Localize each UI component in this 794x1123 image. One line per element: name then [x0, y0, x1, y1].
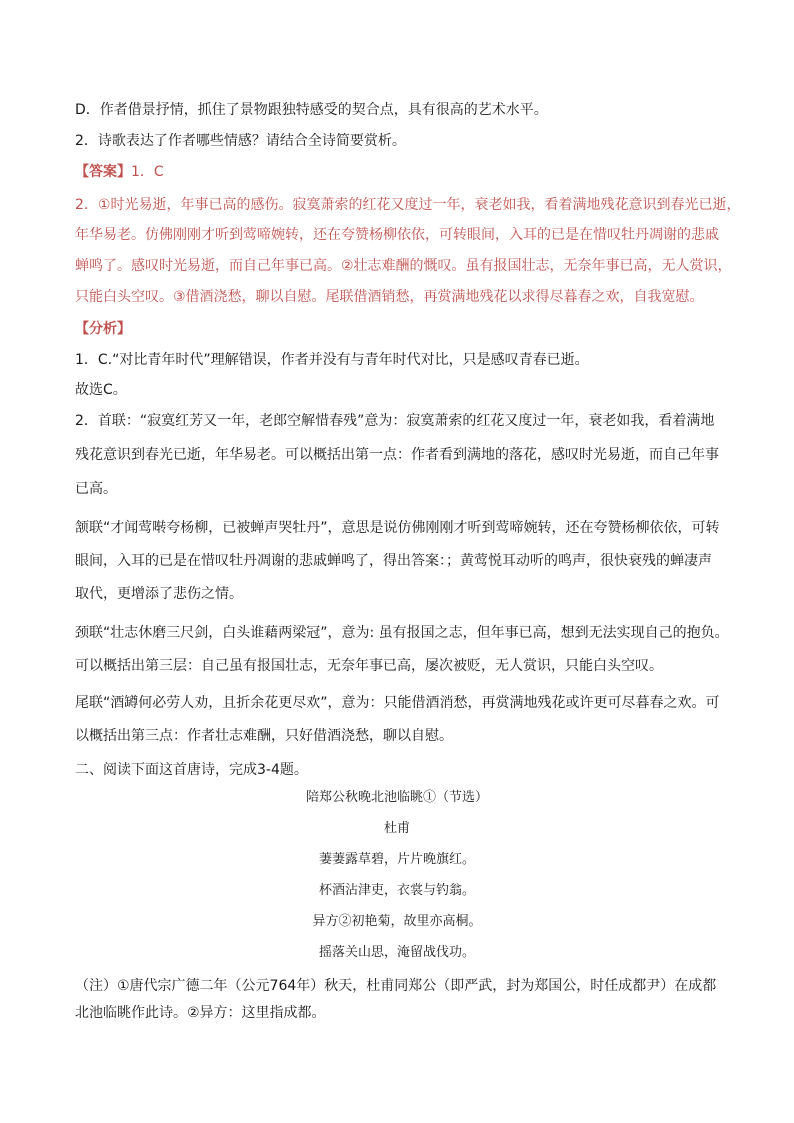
poem-title: 陪郑公秋晚北池临眺①（节选）	[305, 790, 488, 805]
weilian-line-1: 尾联“酒罇何必劳人劝，且折余花更尽欢”，意为：只能借酒消愁，再赏满地残花或许更可尽暮春之欢。可	[75, 695, 720, 711]
analysis-2-line-1: 2．首联：“寂寞红芳又一年，老郎空解惜春残”意为：寂寞萧索的红花又度过一年，衰老如我，看着满地	[75, 413, 715, 429]
jinglian-line-1: 颈联“壮志休磨三尺剑，白头谁藉两梁冠”，意为: 虽有报国之志，但年事已高，想到无法实现自己的抱负。	[75, 625, 729, 641]
note-line-1: （注）①唐代宗广德二年（公元764年）秋天，杜甫同郑公（即严武，封为郑国公，时任成都尹）在成都	[75, 978, 717, 994]
hanlian-line-3: 取代，更增添了悲伤之情。	[75, 586, 243, 602]
poem-line: 萋萋露草碧，片片晚旗红。	[318, 852, 475, 867]
answer-2-line-1: 2．①时光易逝，年事已高的感伤。寂寞萧索的红花又度过一年，衰老如我，看着满地残花意识到春光已逝，	[75, 197, 741, 213]
analysis-1: 1．C.“对比青年时代”理解错误，作者并没有与青年时代对比，只是感叹青春已逝。	[75, 352, 589, 368]
analysis-1-conclusion: 故选C。	[75, 382, 127, 398]
answer-1: 1．C	[131, 164, 164, 180]
hanlian-line-1: 颔联“才闻莺啭夸杨柳，已被蝉声哭牡丹”，意思是说仿佛刚刚才听到莺啼婉转，还在夸赞杨柳依依，可转	[75, 520, 720, 536]
note-line-2: 北池临眺作此诗。②异方：这里指成都。	[75, 1005, 326, 1021]
analysis-label: 【分析】	[75, 321, 131, 337]
answer-2-line-3: 蝉鸣了。感叹时光易逝，而自己年事已高。②壮志难酬的慨叹。虽有报国壮志，无奈年事已高，无人赏识，	[75, 258, 732, 274]
hanlian-line-2: 眼间，入耳的已是在惜叹牡丹凋谢的悲戚蝉鸣了，得出答案：；黄莺悦耳动听的鸣声，很快衰残的蝉凄声	[75, 553, 712, 569]
poem-author: 杜甫	[383, 821, 410, 836]
q1-option-d: D．作者借景抒情，抓住了景物跟独特感受的契合点，具有很高的艺术水平。	[75, 102, 548, 118]
jinglian-line-2: 可以概括出第三层：自己虽有报国壮志，无奈年事已高，屡次被贬，无人赏识，只能白头空叹。	[75, 658, 663, 674]
poem-line: 摇落关山思，淹留战伐功。	[318, 945, 475, 960]
answer-2-line-4: 只能白头空叹。③借酒浇愁，聊以自慰。尾联借酒销愁，再赏满地残花以求得尽暮春之欢，自我宽慰。	[75, 289, 704, 305]
answer-label: 【答案】	[75, 164, 131, 180]
answer-2-line-2: 年华易老。仿佛刚刚才听到莺啼婉转，还在夸赞杨柳依依，可转眼间，入耳的已是在惜叹牡丹凋谢的悲戚	[75, 227, 719, 243]
poem-line: 杯酒沾津吏，衣裳与钓翁。	[318, 883, 475, 898]
answer-heading	[75, 162, 725, 182]
weilian-line-2: 以概括出第三点：作者壮志难酬，只好借酒浇愁，聊以自慰。	[75, 728, 453, 744]
analysis-heading	[75, 319, 725, 339]
question-2: 2．诗歌表达了作者哪些情感？请结合全诗简要赏析。	[75, 133, 406, 149]
analysis-2-line-3: 已高。	[75, 481, 117, 497]
section-2-heading: 二、阅读下面这首唐诗，完成3-4题。	[75, 762, 308, 778]
poem-line: 异方②初艳菊，故里亦高桐。	[312, 914, 482, 929]
analysis-2-line-2: 残花意识到春光已逝，年华易老。可以概括出第一点：作者看到满地的落花，感叹时光易逝，而自己年事	[75, 447, 719, 463]
